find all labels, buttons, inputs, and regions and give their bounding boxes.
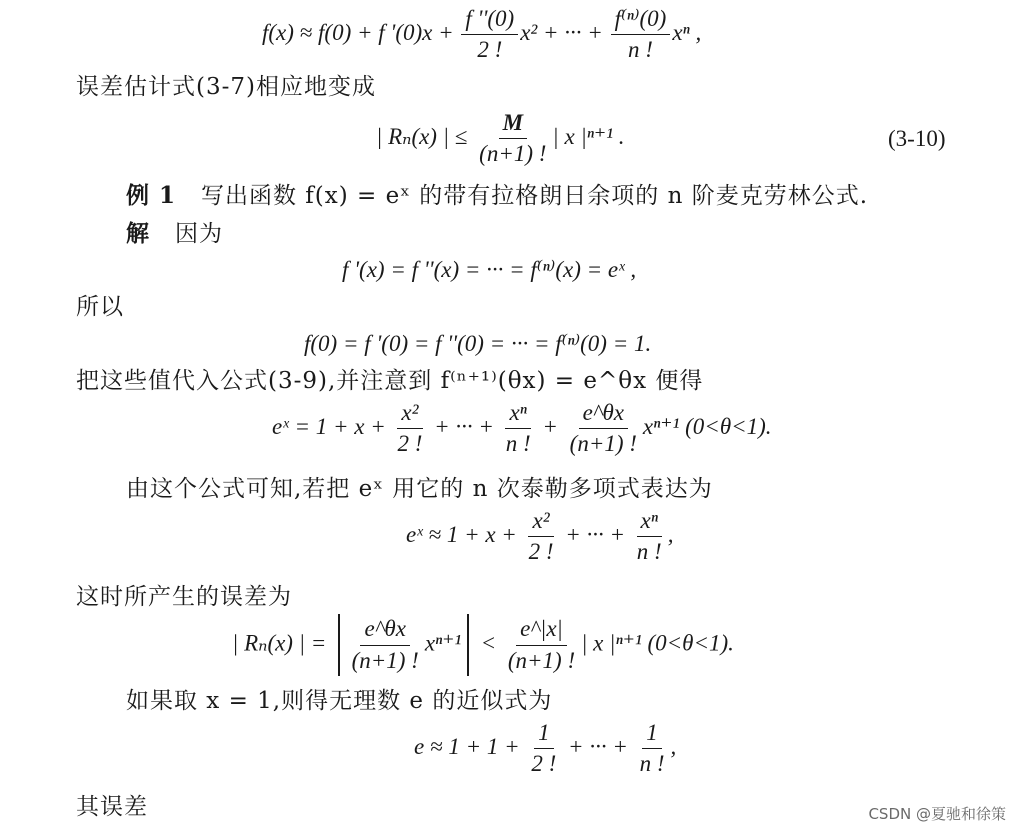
so-text: 所以 <box>76 294 124 320</box>
last-text: 其误差 <box>76 794 148 820</box>
solution-line <box>126 222 223 246</box>
formula-3-10 <box>376 110 625 168</box>
solution-text: 因为 <box>174 221 223 247</box>
formula-part: | x |ⁿ⁺¹ (0<θ<1). <box>581 630 734 656</box>
fraction <box>525 508 558 566</box>
formula-part: , <box>670 734 677 760</box>
fraction <box>461 6 518 64</box>
approx-intro-text: 由这个公式可知,若把 eˣ 用它的 n 次泰勒多项式表达为 <box>126 476 713 502</box>
fraction-numerator: f ''(0) <box>461 6 518 35</box>
fraction-denominator: (n+1) ! <box>569 431 637 457</box>
formula-exp-approx <box>406 508 673 566</box>
fraction <box>527 720 560 778</box>
example-text: 写出函数 f(x) = eˣ 的带有拉格朗日余项的 n 阶麦克劳林公式. <box>200 183 869 209</box>
formula-part: + ··· + <box>559 522 631 548</box>
fraction <box>636 720 669 778</box>
fraction <box>475 110 550 168</box>
formula-values: f(0) = f '(0) = f ''(0) = ··· = f⁽ⁿ⁾(0) = 1. <box>304 331 652 356</box>
formula-part: e ≈ 1 + 1 + <box>414 734 526 760</box>
formula-part: x² + ··· + <box>520 20 609 46</box>
fraction-denominator: n ! <box>639 751 665 777</box>
fraction-denominator: (n+1) ! <box>479 141 547 167</box>
formula-e-approx <box>414 720 676 778</box>
formula-part: | Rₙ(x) | = <box>232 630 333 656</box>
fraction <box>348 616 423 674</box>
fraction-numerator: f⁽ⁿ⁾(0) <box>611 6 671 35</box>
fraction-denominator: 2 ! <box>397 431 423 457</box>
example-label: 例 1 <box>126 182 177 209</box>
fraction-denominator: 2 ! <box>477 37 503 63</box>
fraction-denominator: n ! <box>628 37 653 63</box>
watermark: CSDN @夏驰和徐策 <box>868 805 1006 823</box>
formula-error-bound <box>232 614 734 676</box>
formula-part: xⁿ⁺¹ (0<θ<1). <box>642 414 772 440</box>
equation-number: (3-10) <box>888 126 946 151</box>
formula-part: | Rₙ(x) | ≤ <box>376 124 474 150</box>
formula-part: < <box>474 630 502 656</box>
formula-part: , <box>667 522 674 548</box>
formula-part: + <box>536 414 564 440</box>
formula-maclaurin <box>262 6 701 64</box>
formula-part: + ··· + <box>428 414 500 440</box>
formula-part: xⁿ , <box>672 20 702 46</box>
formula-part: eˣ = 1 + x + <box>272 414 392 440</box>
formula-part: eˣ ≈ 1 + x + <box>406 522 523 548</box>
fraction-denominator: n ! <box>636 539 662 565</box>
formula-part: f(x) ≈ f(0) + f '(0)x + <box>262 20 460 46</box>
fraction <box>502 400 535 458</box>
fraction-denominator: 2 ! <box>531 751 557 777</box>
fraction-numerator: 1 <box>642 720 662 749</box>
fraction <box>504 616 579 674</box>
example-line <box>126 184 868 208</box>
formula-part: | x |ⁿ⁺¹ . <box>552 124 625 150</box>
fraction <box>566 400 641 458</box>
fraction-numerator: xⁿ <box>505 400 530 429</box>
formula-exp-remainder <box>272 400 772 458</box>
fraction <box>611 6 671 64</box>
fraction-denominator: 2 ! <box>528 539 554 565</box>
solution-label: 解 <box>126 220 150 247</box>
error-text: 这时所产生的误差为 <box>76 584 292 610</box>
x1-text: 如果取 x = 1,则得无理数 e 的近似式为 <box>126 688 553 714</box>
abs-bar-right <box>467 614 469 676</box>
fraction-numerator: xⁿ <box>637 508 662 537</box>
fraction-numerator: 1 <box>534 720 554 749</box>
fraction-numerator: e^θx <box>579 400 628 429</box>
fraction-numerator: e^θx <box>360 616 409 645</box>
fraction-denominator: n ! <box>505 431 531 457</box>
formula-part: + ··· + <box>562 734 634 760</box>
fraction-numerator: M <box>499 110 527 139</box>
abs-bar-left <box>338 614 340 676</box>
fraction-denominator: (n+1) ! <box>351 647 419 673</box>
fraction-numerator: e^|x| <box>516 616 567 645</box>
formula-part: xⁿ⁺¹ <box>424 630 462 656</box>
error-intro-text: 误差估计式(3-7)相应地变成 <box>76 74 376 100</box>
fraction-denominator: (n+1) ! <box>507 647 576 673</box>
fraction <box>633 508 666 566</box>
substitute-text: 把这些值代入公式(3-9),并注意到 f⁽ⁿ⁺¹⁾(θx) = e^θx 便得 <box>76 368 704 394</box>
fraction-numerator: x² <box>528 508 553 537</box>
fraction-numerator: x² <box>397 400 422 429</box>
fraction <box>393 400 426 458</box>
formula-derivatives: f '(x) = f ''(x) = ··· = f⁽ⁿ⁾(x) = eˣ , <box>342 257 637 282</box>
